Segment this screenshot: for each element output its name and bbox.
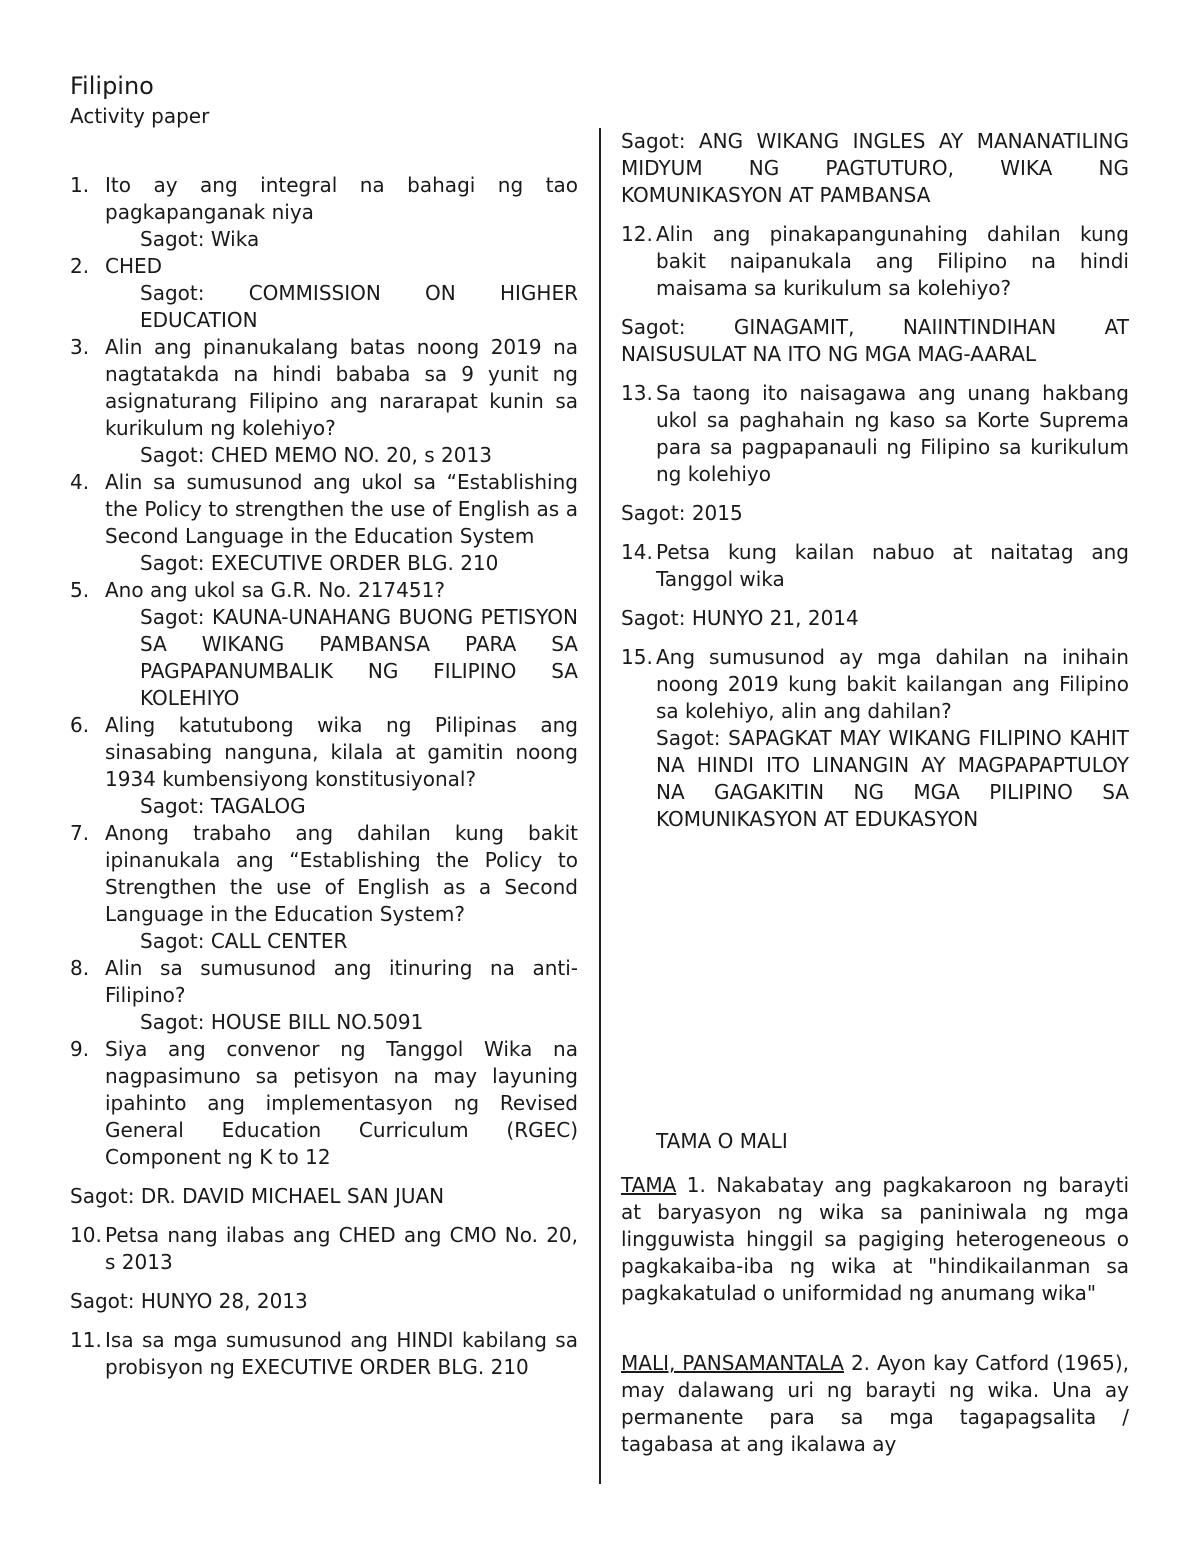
answer: Sagot: ANG WIKANG INGLES AY MANANATILING MIDYUM NG PAGTUTURO, WIKA NG KOMUNIKASYON AT PAMBANSA — [621, 129, 1129, 207]
answer: Sagot: DR. DAVID MICHAEL SAN JUAN — [70, 1184, 445, 1208]
question-number: 8. — [70, 956, 90, 980]
answer: Sagot: HUNYO 28, 2013 — [70, 1289, 308, 1313]
question-12 — [621, 221, 1129, 302]
answer: Sagot: HOUSE BILL NO.5091 — [140, 1010, 424, 1034]
answer: Sagot: KAUNA-UNAHANG BUONG PETISYON SA WIKANG PAMBANSA PARA SA PAGPAPANUMBALIK NG FILIPINO SA KOLEHIYO — [140, 605, 578, 710]
question-9 — [70, 1036, 578, 1171]
question-number: 6. — [70, 713, 90, 737]
tf-answer-label: TAMA — [621, 1173, 677, 1197]
question-5 — [70, 577, 578, 712]
right-column — [621, 128, 1129, 833]
question-13 — [621, 380, 1129, 488]
tf-statement: 1. Nakabatay ang pagkakaroon ng barayti at baryasyon ng wika sa paniniwala ng mga lingguwista hinggil sa pagiging heterogeneous o pagkakaiba-iba ng wika at "hindikailanman sa pagkakatulad o uniformidad ng anumang wika" — [621, 1173, 1129, 1305]
question-number: 11. — [70, 1328, 102, 1352]
tf-answer-label: MALI, PANSAMANTALA — [621, 1351, 844, 1375]
question-number: 7. — [70, 821, 90, 845]
question-text: Alin sa sumusunod ang itinuring na anti-Filipino? — [105, 956, 578, 1007]
question-8 — [70, 955, 578, 1036]
answer: Sagot: 2015 — [621, 501, 743, 525]
question-text: Ang sumusunod ay mga dahilan na inihain noong 2019 kung bakit kailangan ang Filipino sa kolehiyo, alin ang dahilan? — [656, 645, 1129, 723]
tama-o-mali-heading: TAMA O MALI — [656, 1129, 788, 1153]
answer: Sagot: COMMISSION ON HIGHER EDUCATION — [140, 281, 578, 332]
answer: Sagot: EXECUTIVE ORDER BLG. 210 — [140, 551, 499, 575]
question-text: Petsa nang ilabas ang CHED ang CMO No. 20, s 2013 — [105, 1223, 578, 1274]
question-number: 12. — [621, 222, 653, 246]
answer: Sagot: TAGALOG — [140, 794, 306, 818]
question-15 — [621, 644, 1129, 833]
question-7 — [70, 820, 578, 955]
question-text: Aling katutubong wika ng Pilipinas ang sinasabing nanguna, kilala at gamitin noong 1934 kumbensiyong konstitusiyonal? — [105, 713, 578, 791]
question-number: 15. — [621, 645, 653, 669]
page-subtitle: Activity paper — [70, 104, 210, 128]
question-6 — [70, 712, 578, 820]
question-number: 2. — [70, 254, 90, 278]
tf-statement: 2. Ayon kay Catford (1965), may dalawang uri ng barayti ng wika. Una ay permanente para sa mga tagapagsalita / tagabasa at ang ikalawa ay — [621, 1351, 1129, 1456]
question-number: 5. — [70, 578, 90, 602]
question-14 — [621, 539, 1129, 593]
question-2 — [70, 253, 578, 334]
question-11 — [70, 1327, 578, 1381]
question-number: 13. — [621, 381, 653, 405]
question-1 — [70, 172, 578, 253]
question-4 — [70, 469, 578, 577]
question-number: 1. — [70, 173, 90, 197]
question-text: Ano ang ukol sa G.R. No. 217451? — [105, 578, 445, 602]
question-text: Anong trabaho ang dahilan kung bakit ipinanukala ang “Establishing the Policy to Strengthen the use of English as a Second Language in the Education System? — [105, 821, 578, 926]
question-text: Sa taong ito naisagawa ang unang hakbang ukol sa paghahain ng kaso sa Korte Suprema para sa pagpapanauli ng Filipino sa kurikulum ng kolehiyo — [656, 381, 1129, 486]
question-10 — [70, 1222, 578, 1276]
question-text: Siya ang convenor ng Tanggol Wika na nagpasimuno sa petisyon na may layuning ipahinto ang implementasyon ng Revised General Education Curriculum (RGEC) Component ng K to 12 — [105, 1037, 578, 1169]
question-number: 10. — [70, 1223, 102, 1247]
tf-item-2 — [621, 1350, 1129, 1458]
question-text: Ito ay ang integral na bahagi ng tao pagkapanganak niya — [105, 173, 578, 224]
answer: Sagot: HUNYO 21, 2014 — [621, 606, 859, 630]
question-number: 14. — [621, 540, 653, 564]
page-title: Filipino — [70, 72, 154, 100]
question-text: Petsa kung kailan nabuo at naitatag ang Tanggol wika — [656, 540, 1129, 591]
answer: Sagot: CHED MEMO NO. 20, s 2013 — [140, 443, 492, 467]
question-number: 4. — [70, 470, 90, 494]
left-column — [70, 172, 578, 1381]
question-3 — [70, 334, 578, 469]
answer: Sagot: SAPAGKAT MAY WIKANG FILIPINO KAHIT NA HINDI ITO LINANGIN AY MAGPAPAPTULOY NA GAGAKITIN NG MGA PILIPINO SA KOMUNIKASYON AT EDUKASYON — [656, 726, 1129, 831]
question-number: 9. — [70, 1037, 90, 1061]
question-text: Alin sa sumusunod ang ukol sa “Establishing the Policy to strengthen the use of English as a Second Language in the Education System — [105, 470, 578, 548]
tf-item-1 — [621, 1172, 1129, 1307]
answer: Sagot: Wika — [140, 227, 260, 251]
answer: Sagot: GINAGAMIT, NAIINTINDIHAN AT NAISUSULAT NA ITO NG MGA MAG-AARAL — [621, 315, 1129, 366]
answer: Sagot: CALL CENTER — [140, 929, 348, 953]
question-text: Alin ang pinanukalang batas noong 2019 na nagtatakda na hindi bababa sa 9 yunit ng asignaturang Filipino ang nararapat kunin sa kurikulum ng kolehiyo? — [105, 335, 578, 440]
question-text: CHED — [105, 254, 163, 278]
question-number: 3. — [70, 335, 90, 359]
question-text: Alin ang pinakapangunahing dahilan kung bakit naipanukala ang Filipino na hindi maisama sa kurikulum sa kolehiyo? — [656, 222, 1129, 300]
question-text: Isa sa mga sumusunod ang HINDI kabilang sa probisyon ng EXECUTIVE ORDER BLG. 210 — [105, 1328, 578, 1379]
column-divider — [599, 128, 601, 1484]
